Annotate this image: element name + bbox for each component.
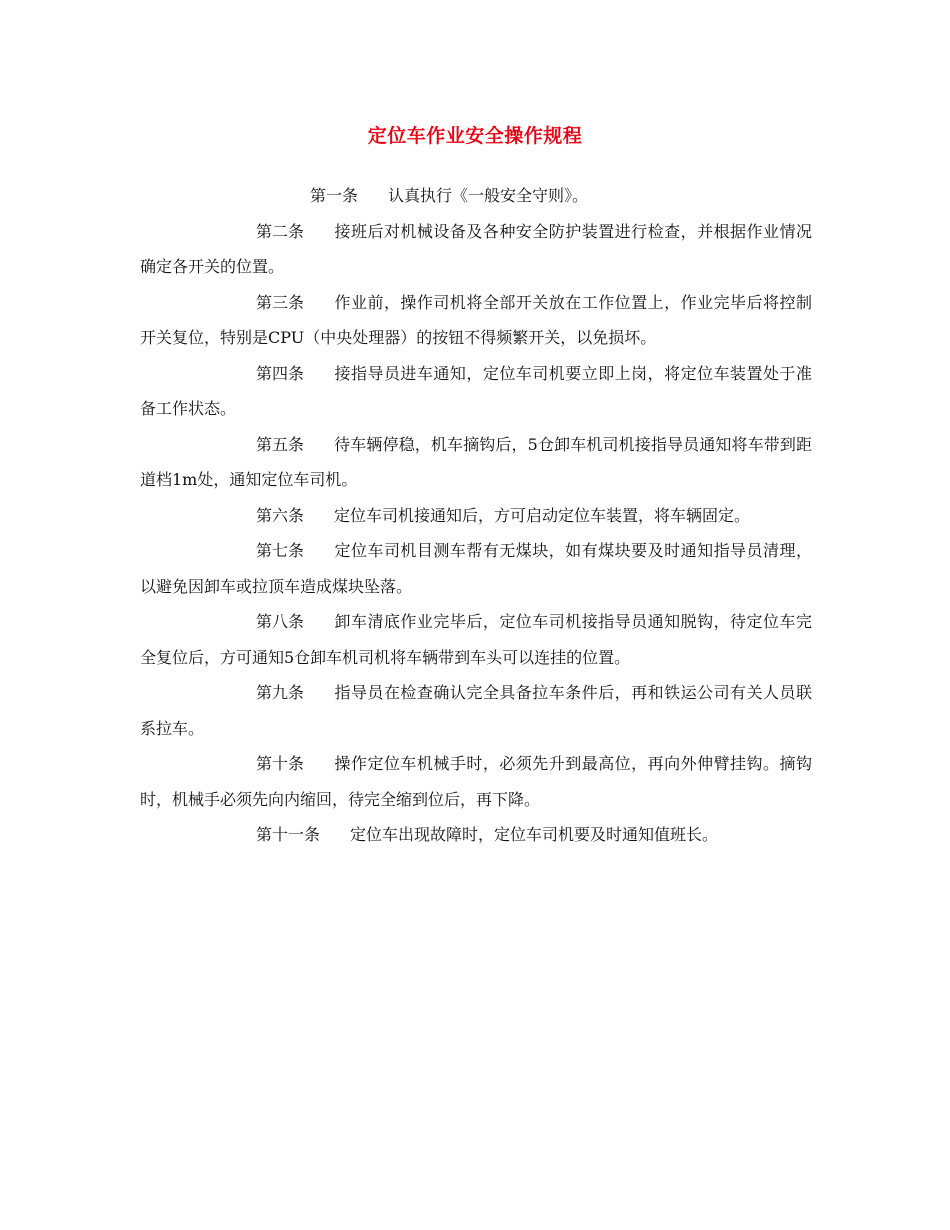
article-5 (140, 427, 812, 498)
article-number: 第一条 (310, 186, 359, 205)
document-body (140, 178, 812, 853)
article-4 (140, 356, 812, 427)
article-3 (140, 285, 812, 356)
article-text: 定位车司机目测车帮有无煤块，如有煤块要及时通知指导员清理，以避免因卸车或拉顶车造成煤块坠落。 (140, 541, 812, 596)
article-number: 第十条 (256, 754, 305, 773)
article-8 (140, 604, 812, 675)
article-11 (140, 817, 812, 853)
article-number: 第十一条 (256, 825, 321, 844)
article-number: 第二条 (256, 221, 305, 241)
article-number: 第七条 (256, 541, 305, 560)
article-text: 定位车出现故障时，定位车司机要及时通知值班长。 (350, 825, 719, 844)
article-text: 接指导员进车通知，定位车司机要立即上岗，将定位车装置处于准备工作状态。 (140, 363, 812, 418)
article-number: 第六条 (256, 505, 305, 525)
article-2 (140, 214, 812, 285)
article-number: 第五条 (256, 434, 305, 454)
article-number: 第八条 (256, 612, 305, 631)
article-number: 第九条 (256, 683, 305, 702)
article-text: 卸车清底作业完毕后，定位车司机接指导员通知脱钩，待定位车完全复位后，方可通知5仓卸车机司机将车辆带到车头可以连挂的位置。 (140, 612, 812, 667)
article-7 (140, 533, 812, 604)
article-6 (140, 498, 812, 534)
article-text: 操作定位车机械手时，必须先升到最高位，再向外伸臂挂钩。摘钩时，机械手必须先向内缩回，待完全缩到位后，再下降。 (140, 754, 812, 809)
article-10 (140, 746, 812, 817)
article-text: 作业前，操作司机将全部开关放在工作位置上，作业完毕后将控制开关复位，特别是CPU（中央处理器）的按钮不得频繁开关，以免损坏。 (140, 292, 812, 347)
article-text: 定位车司机接通知后，方可启动定位车装置，将车辆固定。 (334, 505, 751, 525)
article-9 (140, 675, 812, 746)
article-text: 认真执行《一般安全守则》。 (388, 186, 589, 205)
article-number: 第三条 (256, 292, 305, 312)
article-number: 第四条 (256, 363, 305, 383)
article-1 (140, 178, 812, 214)
article-text: 接班后对机械设备及各种安全防护装置进行检查，并根据作业情况确定各开关的位置。 (140, 221, 812, 276)
article-text: 指导员在检查确认完全具备拉车条件后，再和铁运公司有关人员联系拉车。 (140, 683, 812, 738)
document-title: 定位车作业安全操作规程 (367, 125, 583, 147)
article-text: 待车辆停稳，机车摘钩后，5仓卸车机司机接指导员通知将车带到距道档1m处，通知定位车司机。 (140, 434, 812, 489)
